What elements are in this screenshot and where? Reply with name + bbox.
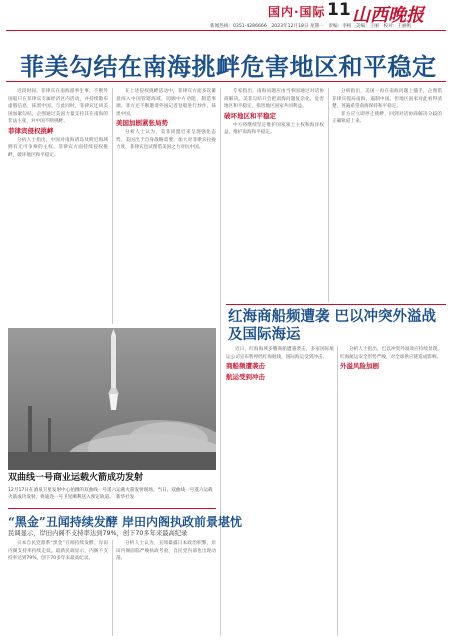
lead-paragraph: 中方将继续坚定维护国家领土主权和海洋权益，维护南海和平稳定。 xyxy=(224,122,324,135)
story1-column-2 xyxy=(116,540,216,636)
story1-paragraph: 分析人士认为，丑闻暴露日本政治积弊，岸田内阁面临严峻执政考验，自民党内部也出现动荡。 xyxy=(116,541,216,561)
photo-caption: 12月17日在酒泉卫星发射中心拍摄的双曲线一号遥六运载火箭发射现场。当日，双曲线一号遥六运载火箭成功发射，将迪迩一号卫星顺利送入预定轨道。 新华社发 xyxy=(8,488,213,501)
lead-paragraph: 在上述侵权挑衅活动中，菲律宾方面多次蓄意闯入中国管辖海域，罔顾中方劝阻，制造事端。菲方还不断邀请外国记者登船进行炒作，抹黑中国。 xyxy=(116,89,216,117)
story1-column-1 xyxy=(8,540,108,636)
column-divider xyxy=(328,88,329,302)
rocket-launch-photo xyxy=(8,328,216,470)
lead-paragraph: 近段时间，菲律宾在南海滋事生事，不断外国船只在菲律宾专属经济区内活动，并持续散布虚假信息，抹黑中国。与此同时，菲律宾还同美国加紧勾结，企图通过美国力量支持其在南海的非法主张，对中国不断挑衅。 xyxy=(8,89,108,124)
lead-paragraph: 分析指出，美国一再在南海问题上插手，企图借菲律宾搅局南海，遏制中国。但地区国家对此看得清楚，普遍希望南海保持和平稳定。 xyxy=(332,89,442,109)
story2-column-1 xyxy=(226,346,334,636)
section-title: 国内·国际 xyxy=(268,5,326,19)
column-divider xyxy=(112,540,113,636)
lead-column-3 xyxy=(224,88,324,302)
lead-paragraph: 分析人士认为，美菲同盟近来呈现强化态势。美国出于自身战略需要，加大对菲律宾拉拢力度，菲律宾也试图借美国之力对抗中国。 xyxy=(116,130,216,150)
story1-paragraph: 日本自民党派系“黑金”丑闻持续发酵，岸田内阁支持率持续走低。最新民调显示，内阁不支持率达到79%，创下70多年来最高纪录。 xyxy=(8,541,108,561)
lead-subhead: 美国加剧紧张局势 xyxy=(116,119,168,127)
section-rule xyxy=(226,304,446,305)
lead-column-2 xyxy=(116,88,216,324)
column-divider xyxy=(337,346,338,636)
column-divider xyxy=(112,88,113,324)
lead-column-1 xyxy=(8,88,108,324)
masthead-info: 新闻热线：0351-4286666 2023年12月18日 星期一 责编：李根 美编：王丽 校对：王丽帆 xyxy=(210,24,412,29)
main-headline: 菲美勾结在南海挑衅危害地区和平稳定 xyxy=(20,52,437,81)
story1-headline: “黑金”丑闻持续发酵 岸田内阁执政前景堪忧 xyxy=(8,515,242,529)
masthead-rule xyxy=(6,30,446,31)
lead-subhead: 菲律宾侵权挑衅 xyxy=(8,126,54,135)
lead-column-4 xyxy=(332,88,442,302)
section-rule xyxy=(8,508,216,509)
rocket-illustration xyxy=(8,328,216,470)
column-divider xyxy=(220,88,221,636)
page-number: 11 xyxy=(327,0,351,20)
paper-logo: 山西晚报 xyxy=(352,5,424,26)
masthead xyxy=(0,0,450,44)
story2-paragraph: 分析人士指出，巴以冲突外溢效应持续显现，红海航运安全形势严峻，对全球供应链造成影响。 xyxy=(340,347,442,360)
story2-paragraph: 近日，红海海域多艘商船遭遇袭击，多家国际航运公司宣布暂停经红海航线，国际海运受到冲击。 xyxy=(226,347,334,360)
lead-paragraph: 分析人士指出，中国对南海诸岛及附近海域拥有无可争辩的主权。菲律宾方面持续侵权挑衅，破坏地区和平稳定。 xyxy=(8,137,108,158)
lead-paragraph: 菲方应立即停止挑衅，回到对话协商解决分歧的正确轨道上来。 xyxy=(332,111,442,124)
story2-column-2 xyxy=(340,346,442,636)
story2-subhead: 航运受到冲击 xyxy=(226,373,265,381)
lead-subhead: 破坏地区和平稳定 xyxy=(224,111,276,120)
lead-paragraph: 专家指出，南海问题应由当事国通过对话协商解决。美菲勾结只会把南海问题复杂化，危害地区和平稳定，损害地区国家共同利益。 xyxy=(224,89,324,109)
story2-headline: 红海商船频遭袭 巴以冲突外溢战及国际海运 xyxy=(228,308,437,343)
headline-rule xyxy=(6,81,446,82)
photo-title: 双曲线一号商业运载火箭成功发射 xyxy=(8,473,144,483)
story2-subhead: 外溢风险加剧 xyxy=(340,362,379,370)
story2-subhead: 商船频遭袭击 xyxy=(226,362,265,370)
story1-deck: 民调显示，岸田内阁不支持率达到79%，创下70多年来最高纪录 xyxy=(8,530,188,537)
